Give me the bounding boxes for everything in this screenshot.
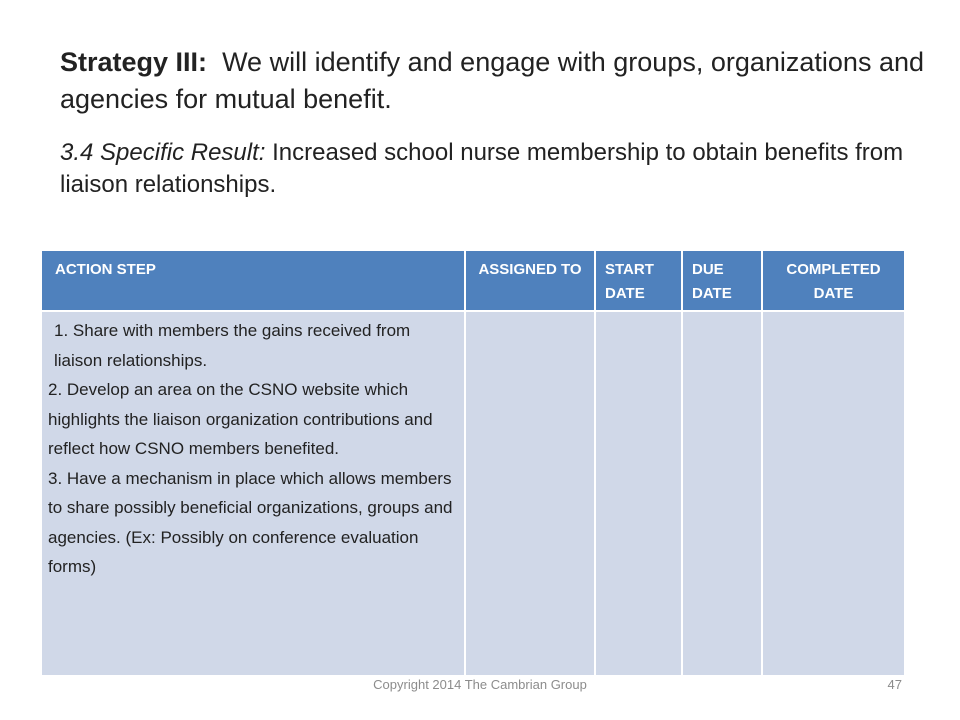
action-step-3: 3. Have a mechanism in place which allows members to share possibly beneficial organizations, groups and agencies. (Ex: Possibly on conference evaluation forms) [48,468,453,576]
page-number: 47 [887,677,902,692]
header-assigned-to: ASSIGNED TO [465,250,595,311]
header-completed-date: COMPLETED DATE [762,250,905,311]
action-step-2: 2. Develop an area on the CSNO website which highlights the liaison organization contributions and reflect how CSNO members benefited. [48,380,433,458]
due-date-cell [682,311,762,676]
specific-result-text: Increased school nurse membership to obtain benefits from liaison relationships. [60,139,904,198]
action-plan-table [40,249,906,677]
header-due-date: DUE DATE [682,250,762,311]
header-action-step: ACTION STEP [41,250,465,311]
table-row [41,311,905,676]
start-date-cell [595,311,682,676]
slide-title [60,44,930,118]
slide-subtitle [60,137,940,201]
action-step-1: 1. Share with members the gains received from liaison relationships. [54,321,411,370]
footer-copyright: Copyright 2014 The Cambrian Group [373,677,587,692]
strategy-text: We will identify and engage with groups, organizations and agencies for mutual benefit. [60,47,924,114]
assigned-to-cell [465,311,595,676]
strategy-label: Strategy III: [60,47,208,77]
table-header-row [41,250,905,311]
action-steps-cell [41,311,465,676]
completed-date-cell [762,311,905,676]
specific-result-label: 3.4 Specific Result: [60,139,266,166]
header-start-date: START DATE [595,250,682,311]
